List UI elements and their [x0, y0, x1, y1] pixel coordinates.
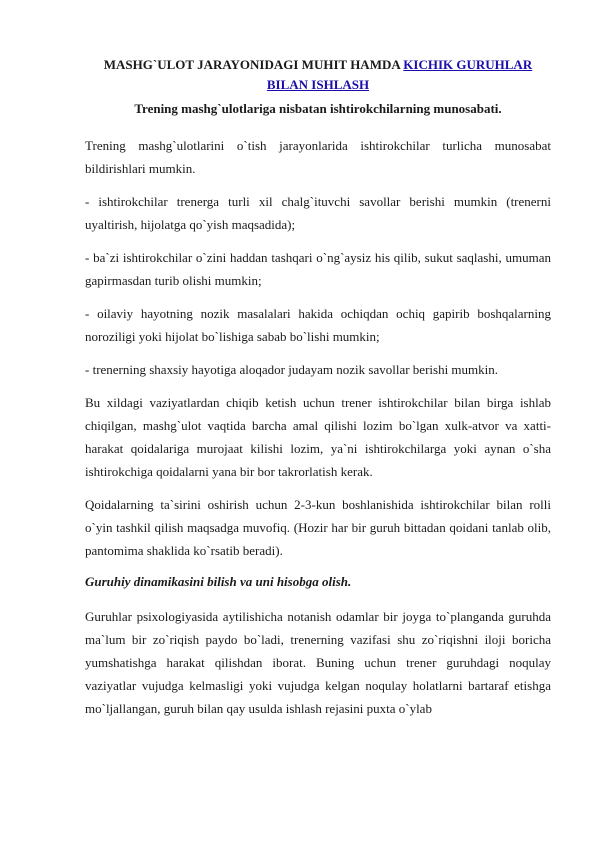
document-subtitle: Trening mashg`ulotlariga nisbatan ishtirokchilarning munosabati. — [134, 101, 502, 116]
paragraph-bullet-1: - ishtirokchilar trenerga turli xil chalg`ituvchi savollar berishi mumkin (trenerni uyaltirish, hijolatga qo`yish maqsadida); — [85, 194, 551, 232]
document-title — [85, 55, 551, 95]
title-link[interactable]: KICHIK GURUHLAR BILAN ISHLASH — [266, 57, 533, 92]
title-main-text: MASHG`ULOT JARAYONIDAGI MUHIT HAMDA — [103, 57, 404, 72]
paragraph-group-psychology: Guruhlar psixologiyasida aytilishicha notanish odamlar bir joyga to`planganda guruhda ma`lum bir zo`riqish paydo bo`ladi, trenerning vazifasi shu zo`riqishni iloji boricha yumshatishga harakat qilishdan iborat. Buning uchun trener guruhdagi noqulay vaziyatlar vujudga kelmasligi yoki vujudga kelgan noqulay holatlarni bartaraf etishga mo`ljallangan, guruh bilan qay usulda ishlash rejasini puxta o`ylab — [85, 609, 551, 716]
paragraph-intro: Trening mashg`ulotlarini o`tish jarayonlarida ishtirokchilar turlicha munosabat bildirishlari mumkin. — [85, 138, 551, 176]
section-heading: Guruhiy dinamikasini bilish va uni hisobga olish. — [85, 574, 352, 589]
document-page — [85, 55, 551, 730]
paragraph-rules: Bu xildagi vaziyatlardan chiqib ketish uchun trener ishtirokchilar bilan birga ishlab chiqilgan, mashg`ulot vaqtida barcha amal qilishi lozim bo`lgan xulk-atvor va xatti-harakat qoidalariga murojaat kilishi lozim, ya`ni ishtirokchilarga yoki aynan o`sha ishtirokchiga qoidalarni yana bir bor takrorlatish kerak. — [85, 395, 551, 479]
paragraph-bullet-2: - ba`zi ishtirokchilar o`zini haddan tashqari o`ng`aysiz his qilib, sukut saqlashi, umuman gapirmasdan turib olishi mumkin; — [85, 250, 551, 288]
paragraph-bullet-4: - trenerning shaxsiy hayotiga aloqador judayam nozik savollar berishi mumkin. — [85, 362, 499, 377]
paragraph-bullet-3: - oilaviy hayotning nozik masalalari hakida ochiqdan ochiq gapirib boshqalarning noroziligi yoki hijolat bo`lishiga sabab bo`lishi mumkin; — [85, 306, 551, 344]
paragraph-roleplay: Qoidalarning ta`sirini oshirish uchun 2-3-kun boshlanishida ishtirokchilar bilan rolli o`yin tashkil qilish maqsadga muvofiq. (Hozir har bir guruh bittadan qoidani tanlab olib, pantomima shaklida ko`rsatib beradi). — [85, 497, 551, 558]
